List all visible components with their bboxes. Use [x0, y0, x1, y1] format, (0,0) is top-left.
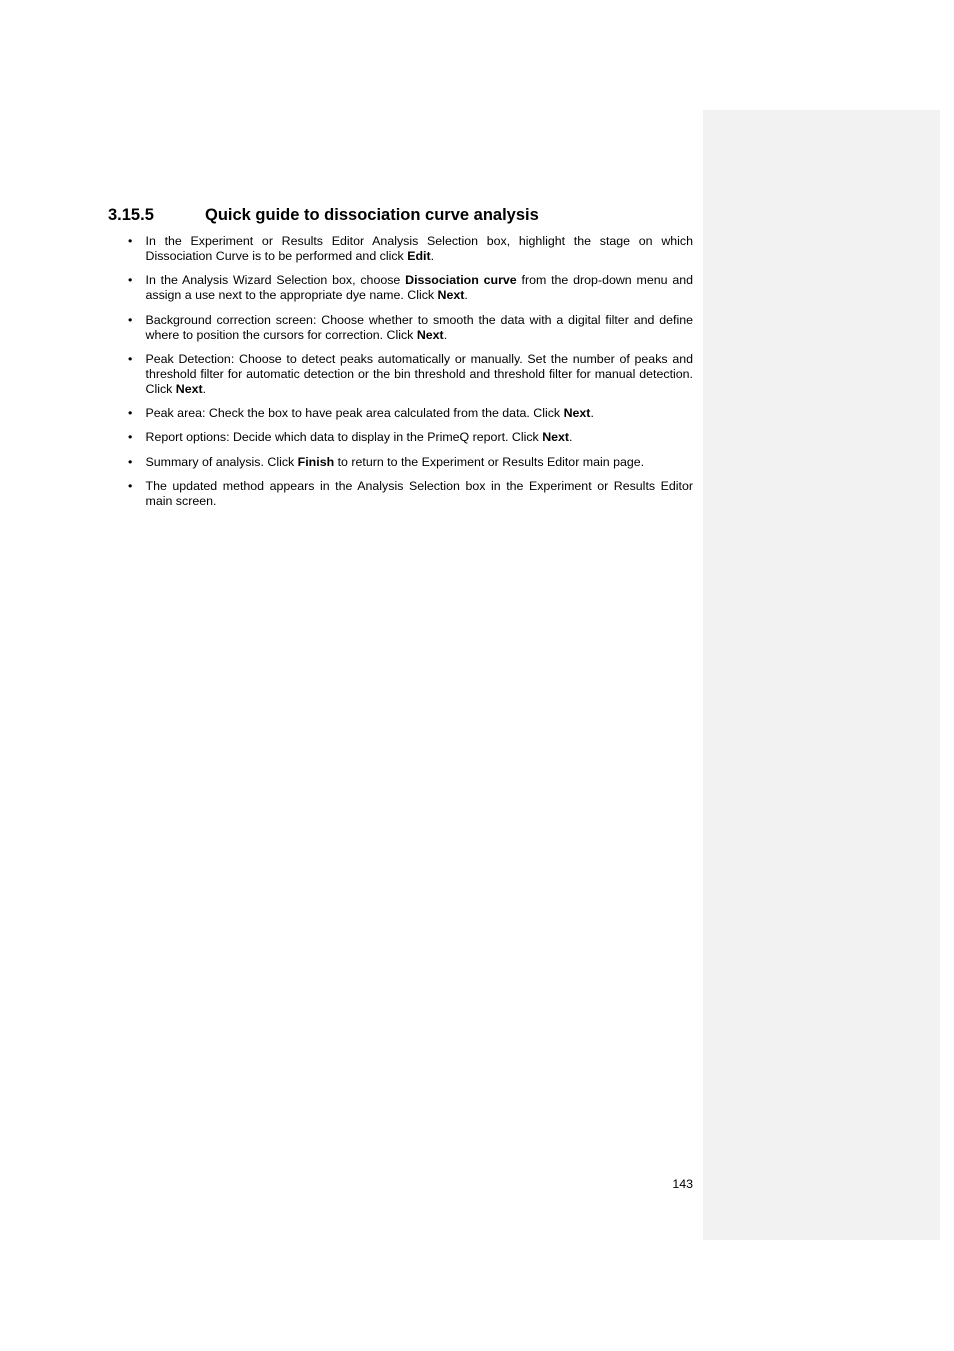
bullet-dot-icon: •	[128, 351, 133, 366]
section-heading	[108, 205, 693, 225]
text-run: from the drop-down menu and assign a use next to the appropriate dye name. Click	[145, 273, 693, 303]
section-number: 3.15.5	[108, 206, 154, 224]
bold-term: Next	[175, 381, 203, 396]
text-run: to return to the Experiment or Results Editor main page.	[334, 454, 645, 469]
list-item-text	[146, 313, 694, 343]
bold-term: Next	[542, 430, 570, 445]
section-title: Quick guide to dissociation curve analysis	[205, 206, 539, 224]
list-item	[128, 352, 693, 397]
text-run: .	[464, 288, 468, 303]
text-run: Background correction screen: Choose whether to smooth the data with a digital filter and define where to position the cursors for correction. Click	[145, 312, 693, 342]
text-run: In the Experiment or Results Editor Analysis Selection box, highlight the stage on which Dissociation Curve is to be performed and click	[145, 234, 693, 263]
list-item	[128, 273, 693, 303]
text-run: .	[590, 406, 594, 421]
page-number: 143	[672, 1177, 693, 1191]
bullet-list	[128, 234, 693, 518]
bullet-dot-icon: •	[128, 430, 133, 445]
text-run: Peak Detection: Choose to detect peaks automatically or manually. Set the number of peaks and threshold filter for automatic detection or the bin threshold and threshold filter for manual detection. Click	[145, 351, 693, 396]
list-item-text	[146, 479, 694, 509]
bold-term: Next	[437, 288, 465, 303]
list-item-text	[146, 234, 694, 264]
text-run: The updated method appears in the Analysis Selection box in the Experiment or Results Editor main screen.	[145, 479, 693, 509]
list-item	[128, 479, 693, 509]
bullet-dot-icon: •	[128, 312, 133, 327]
bold-term: Dissociation curve	[405, 273, 517, 288]
bullet-dot-icon: •	[128, 479, 133, 494]
text-run: Peak area: Check the box to have peak area calculated from the data. Click	[145, 406, 564, 421]
list-item	[128, 430, 693, 445]
list-item	[128, 406, 693, 421]
list-item-text	[146, 352, 694, 397]
list-item	[128, 234, 693, 264]
bold-term: Edit	[407, 249, 431, 263]
list-item-text	[146, 273, 694, 303]
text-run: Report options: Decide which data to display in the PrimeQ report. Click	[145, 430, 543, 445]
comment-margin-pane	[703, 110, 940, 1240]
bold-term: Next	[416, 327, 444, 342]
list-item-text	[146, 406, 694, 421]
list-item-text	[146, 455, 694, 470]
text-run: .	[569, 430, 573, 445]
text-run: .	[430, 249, 435, 263]
text-run: Summary of analysis. Click	[145, 454, 298, 469]
text-run: .	[443, 327, 448, 342]
bullet-dot-icon: •	[128, 273, 133, 288]
text-run: In the Analysis Wizard Selection box, choose	[145, 273, 406, 288]
bullet-dot-icon: •	[128, 234, 133, 248]
bullet-dot-icon: •	[128, 406, 133, 421]
bold-term: Next	[563, 406, 591, 421]
list-item	[128, 455, 693, 470]
bold-term: Finish	[297, 454, 335, 469]
text-run: .	[202, 381, 207, 396]
bullet-dot-icon: •	[128, 454, 133, 469]
list-item-text	[146, 430, 694, 445]
list-item	[128, 313, 693, 343]
